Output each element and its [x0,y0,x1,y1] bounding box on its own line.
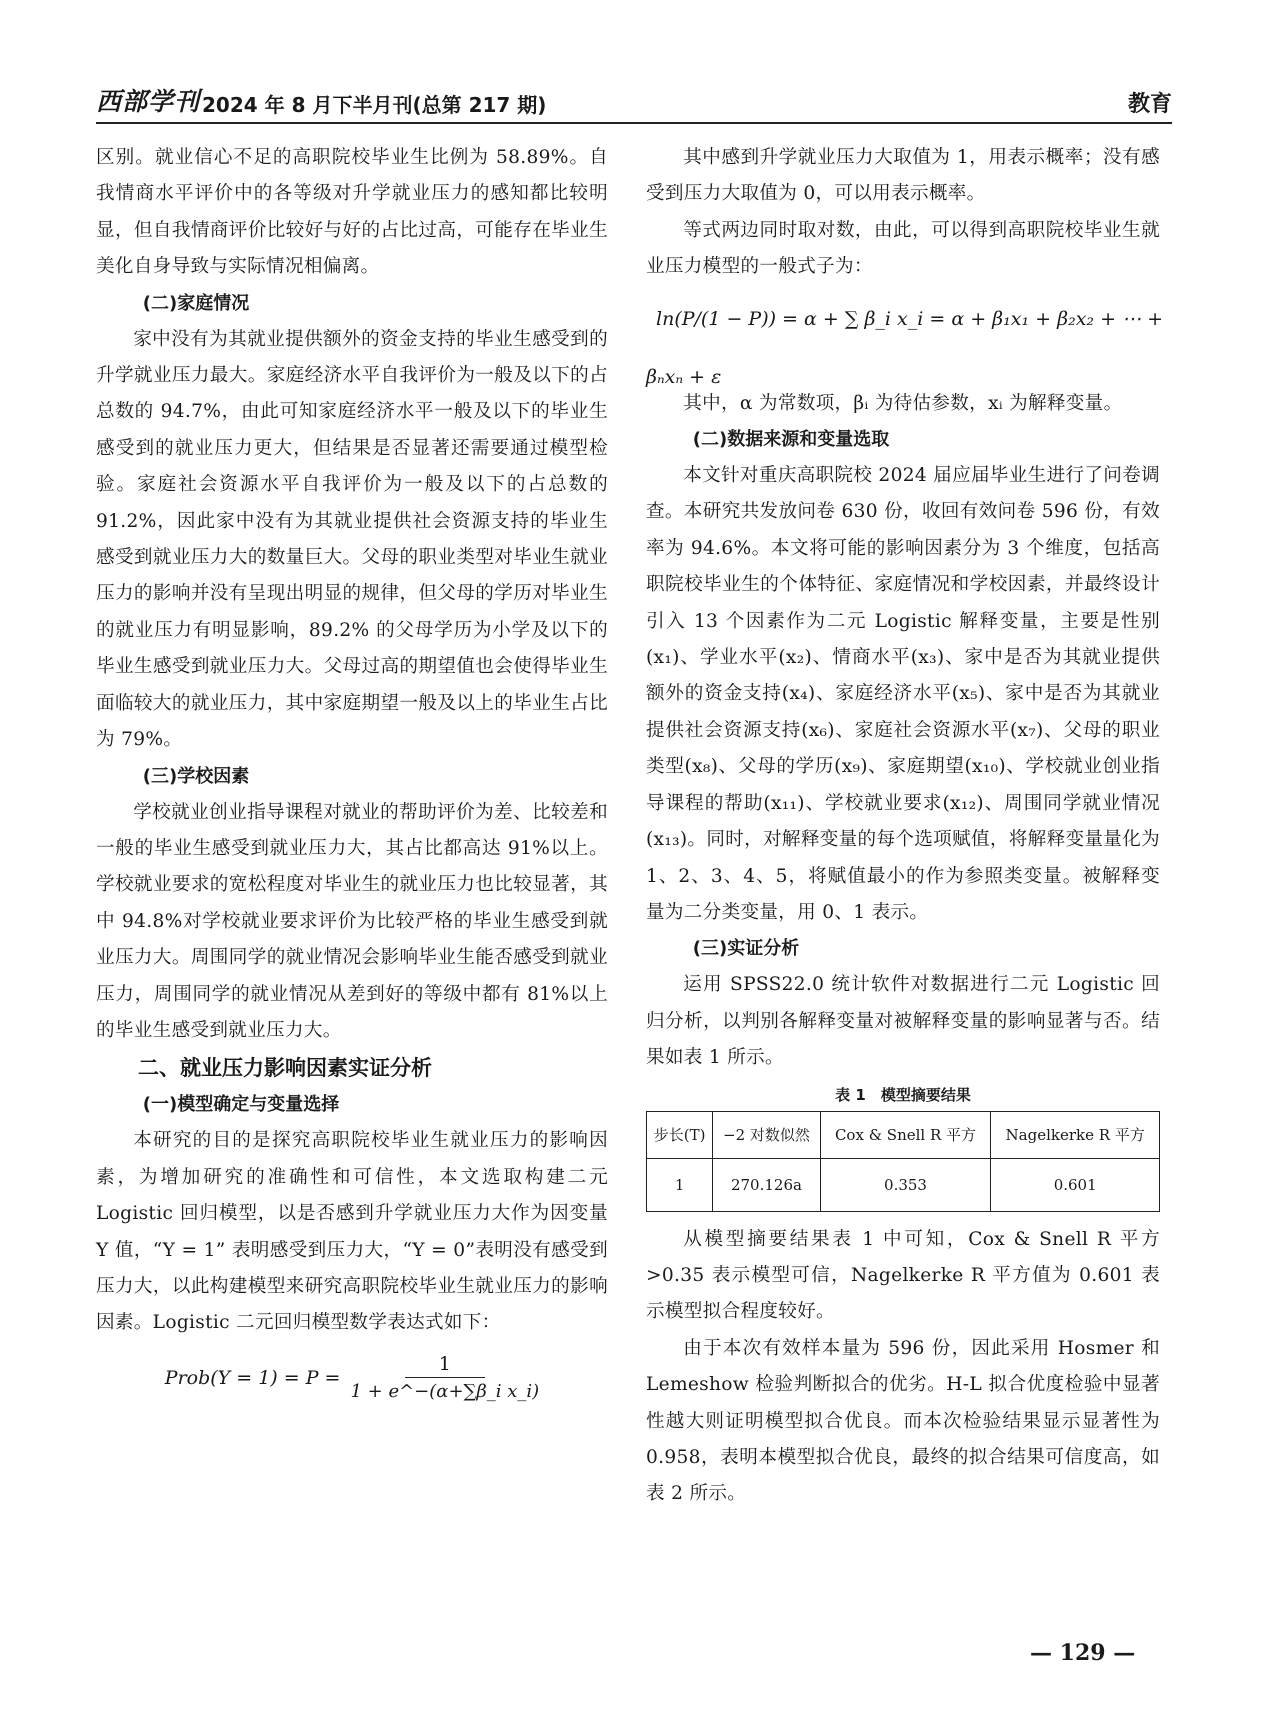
log-odds-equation [646,286,1163,388]
table-cell: 0.601 [991,1158,1160,1211]
paragraph: 本研究的目的是探究高职院校毕业生就业压力的影响因素，为增加研究的准确性和可信性，本文选取构建二元 Logistic 回归模型，以是否感到升学就业压力大作为因变量 Y 值，“Y = 1” 表明感受到压力大，“Y = 0”表明没有感受到压力大，以此构建模型来研究高职院校毕业生就业压力的影响因素。Logistic 二元回归模型数学表达式如下： [96,1130,608,1334]
table-cell: 1 [647,1158,713,1211]
subheading-empirical: (三)实证分析 [692,938,800,960]
equation-line-1: ln(P/(1 − P)) = α + ∑ β_i x_i = α + β₁x₁ + β₂x₂ + ⋯ + [656,307,1163,330]
model-summary-table [646,1111,1160,1212]
section-heading: 二、就业压力影响因素实证分析 [138,1056,432,1081]
issue-info: 2024 年 8 月下半月刊(总第 217 期) [202,93,547,117]
table-header-cell: Cox & Snell R 平方 [820,1111,991,1158]
paragraph: 其中，α 为常数项，βᵢ 为待估参数，xᵢ 为解释变量。 [683,392,1123,414]
table-header-cell: −2 对数似然 [713,1111,820,1158]
equation-lhs: Prob(Y = 1) = P = [164,1366,341,1389]
table-row [647,1158,1160,1211]
paragraph: 本文针对重庆高职院校 2024 届应届毕业生进行了问卷调查。本研究共发放问卷 630 份，收回有效问卷 596 份，有效率为 94.6%。本文将可能的影响因素分为 3 个维度，包括高职院校毕业生的个体特征、家庭情况和学校因素，并最终设计引入 13 个因素作为二元 Logistic 解释变量，主要是性别(x₁)、学业水平(x₂)、情商水平(x₃)、家中是否为其就业提供额外的资金支持(x₄)、家庭经济水平(x₅)、家中是否为其就业提供社会资源支持(x₆)、家庭社会资源水平(x₇)、父母的职业类型(x₈)、父母的学历(x₉)、家庭期望(x₁₀)、学校就业创业指导课程的帮助(x₁₁)、学校就业要求(x₁₂)、周围同学就业情况(x₁₃)。同时，对解释变量的每个选项赋值，将解释变量量化为 1、2、3、4、5，将赋值最小的作为参照类变量。被解释变量为二分类变量，用 0、1 表示。 [646,465,1160,923]
section-label: 教育 [1127,92,1172,117]
paragraph: 从模型摘要结果表 1 中可知，Cox & Snell R 平方 >0.35 表示模型可信，Nagelkerke R 平方值为 0.601 表示模型拟合程度较好。 [646,1228,1160,1323]
equation-numerator: 1 [405,1353,485,1378]
subheading-model: (一)模型确定与变量选择 [142,1094,340,1116]
equation-line-2: βₙxₙ + ε [646,365,722,388]
paragraph: 由于本次有效样本量为 596 份，因此采用 Hosmer 和 Lemeshow 检验判断拟合的优劣。H-L 拟合优度检验中显著性越大则证明模型拟合优良。而本次检验结果显示显著性为 0.958，表明本模型拟合优良，最终的拟合结果可信度高，如表 2 所示。 [646,1337,1160,1505]
equation-fraction [350,1353,539,1402]
page-number: — 129 — [1030,1640,1136,1666]
table-header-cell: Nagelkerke R 平方 [991,1111,1160,1158]
paragraph: 学校就业创业指导课程对就业的帮助评价为差、比较差和一般的毕业生感受到就业压力大，其占比都高达 91%以上。学校就业要求的宽松程度对毕业生的就业压力也比较显著，其中 94.8%对学校就业要求评价为比较严格的毕业生感受到就业压力大。周围同学的就业情况会影响毕业生能否感受到就业压力，周围同学的就业情况从差到好的等级中都有 81%以上的毕业生感受到就业压力大。 [96,801,608,1041]
paragraph: 其中感到升学就业压力大取值为 1，用表示概率；没有感受到压力大取值为 0，可以用表示概率。 [646,147,1160,205]
subheading-school: (三)学校因素 [142,765,250,787]
header-left [96,82,546,122]
table-header-row [647,1111,1160,1158]
left-column [96,140,608,1410]
logistic-equation [96,1346,608,1410]
page-header [96,82,1172,124]
table-caption: 表 1 模型摘要结果 [835,1085,971,1104]
subheading-family: (二)家庭情况 [142,292,250,314]
journal-logo: 西部学刊 [96,87,201,116]
paragraph: 区别。就业信心不足的高职院校毕业生比例为 58.89%。自我情商水平评价中的各等级对升学就业压力的感知都比较明显，但自我情商评价比较好与好的占比过高，可能存在毕业生美化自身导致与实际情况相偏离。 [96,147,608,278]
table-cell: 270.126a [713,1158,820,1211]
table-header-cell: 步长(T) [647,1111,713,1158]
paragraph: 等式两边同时取对数，由此，可以得到高职院校毕业生就业压力模型的一般式子为： [646,219,1160,278]
paragraph: 家中没有为其就业提供额外的资金支持的毕业生感受到的升学就业压力最大。家庭经济水平自我评价为一般及以下的占总数的 94.7%，由此可知家庭经济水平一般及以下的毕业生感受到的就业压力更大，但结果是否显著还需要通过模型检验。家庭社会资源水平自我评价为一般及以下的占总数的 91.2%，因此家中没有为其就业提供社会资源支持的毕业生感受到就业压力大的数量巨大。父母的职业类型对毕业生就业压力的影响并没有呈现出明显的规律，但父母的学历对毕业生的就业压力有明显影响，89.2% 的父母学历为小学及以下的毕业生感受到就业压力大。父母过高的期望值也会使得毕业生面临较大的就业压力，其中家庭期望一般及以上的毕业生占比为 79%。 [96,328,608,751]
paragraph: 运用 SPSS22.0 统计软件对数据进行二元 Logistic 回归分析，以判别各解释变量对被解释变量的影响显著与否。结果如表 1 所示。 [646,974,1160,1069]
table-cell: 0.353 [820,1158,991,1211]
right-column [646,140,1163,1513]
subheading-data: (二)数据来源和变量选取 [692,429,890,451]
equation-denominator: 1 + e^−(α+∑β_i x_i) [350,1381,540,1403]
